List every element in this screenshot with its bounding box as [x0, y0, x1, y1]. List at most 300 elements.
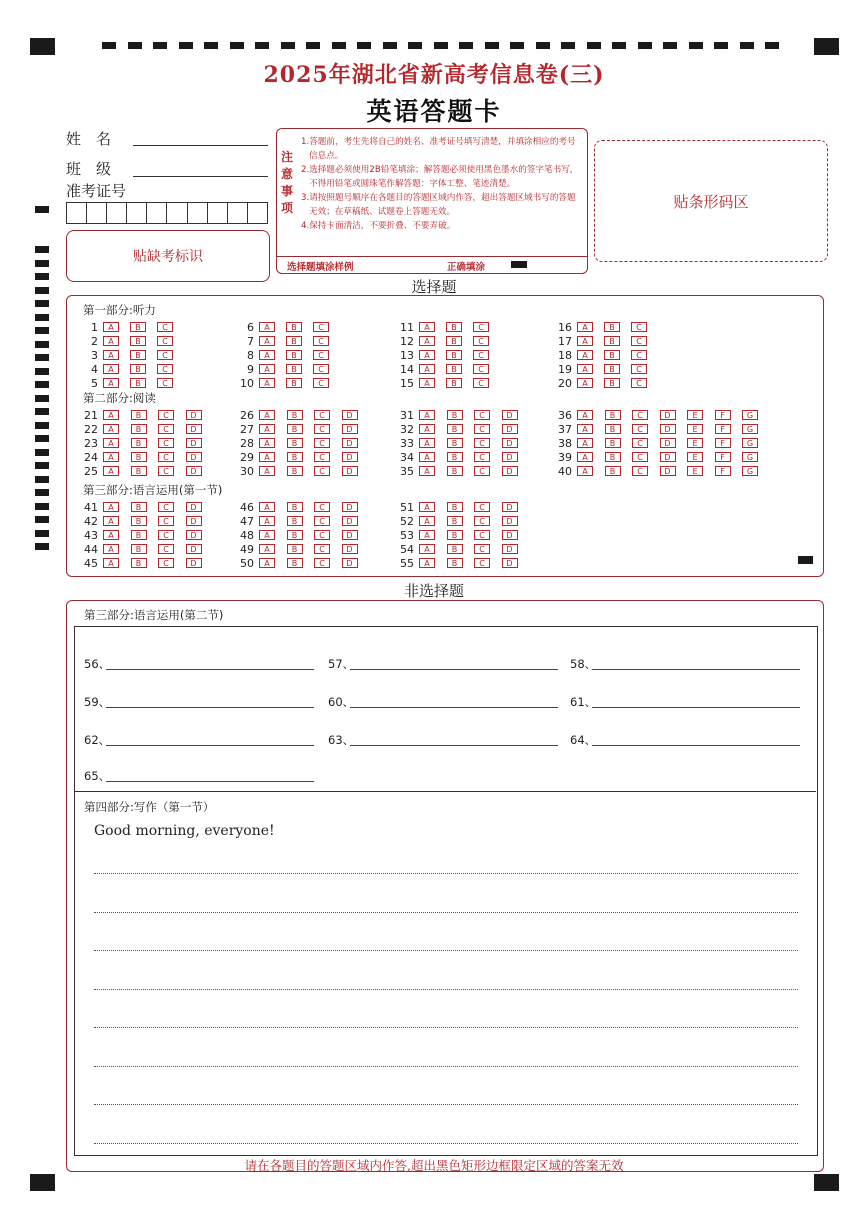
option-bubble-b[interactable]: B: [447, 502, 463, 512]
blank-59[interactable]: [84, 694, 314, 710]
option-bubble-c[interactable]: C: [313, 378, 329, 388]
option-bubble-c[interactable]: C: [632, 438, 648, 448]
option-bubble-b[interactable]: B: [287, 502, 303, 512]
option-bubble-a[interactable]: A: [419, 544, 435, 554]
option-bubble-g[interactable]: G: [742, 452, 758, 462]
option-bubble-c[interactable]: C: [314, 502, 330, 512]
option-bubble-d[interactable]: D: [660, 438, 676, 448]
registration-mark-bottom-left: [30, 1174, 55, 1191]
timing-mark: [35, 435, 49, 442]
option-bubble-c[interactable]: C: [474, 424, 490, 434]
footer-note: 请在各题目的答题区域内作答,超出黑色矩形边框限定区域的答案无效: [244, 1158, 624, 1173]
option-bubble-a[interactable]: A: [577, 378, 593, 388]
blank-line[interactable]: [106, 669, 314, 670]
question-number: 44: [84, 543, 98, 556]
option-bubble-d[interactable]: D: [186, 502, 202, 512]
option-bubble-a[interactable]: A: [103, 516, 119, 526]
option-bubble-d[interactable]: D: [186, 410, 202, 420]
option-bubble-d[interactable]: D: [342, 544, 358, 554]
question-number: 38: [558, 437, 572, 450]
option-bubble-b[interactable]: B: [130, 364, 146, 374]
option-bubble-c[interactable]: C: [473, 350, 489, 360]
option-bubble-a[interactable]: A: [103, 322, 119, 332]
correct-fill-mark: [511, 261, 527, 268]
answer-card-title: 英语答题卡: [366, 97, 502, 126]
option-bubble-c[interactable]: C: [631, 322, 647, 332]
blank-line[interactable]: [106, 707, 314, 708]
option-bubble-a[interactable]: A: [419, 452, 435, 462]
option-bubble-c[interactable]: C: [158, 424, 174, 434]
option-bubble-c[interactable]: C: [314, 424, 330, 434]
option-bubble-a[interactable]: A: [103, 544, 119, 554]
blank-line[interactable]: [350, 669, 558, 670]
timing-mark: [153, 42, 167, 49]
option-bubble-a[interactable]: A: [103, 558, 119, 568]
option-bubble-c[interactable]: C: [632, 410, 648, 420]
option-bubble-b[interactable]: B: [447, 516, 463, 526]
option-bubble-a[interactable]: A: [259, 452, 275, 462]
timing-mark: [35, 449, 49, 456]
option-bubble-a[interactable]: A: [419, 424, 435, 434]
option-bubble-d[interactable]: D: [186, 558, 202, 568]
blank-line[interactable]: [106, 781, 314, 782]
option-bubble-a[interactable]: A: [419, 410, 435, 420]
option-bubble-a[interactable]: A: [103, 410, 119, 420]
option-bubble-c[interactable]: C: [314, 530, 330, 540]
option-bubble-c[interactable]: C: [158, 516, 174, 526]
blank-57[interactable]: [328, 656, 558, 672]
option-bubble-b[interactable]: B: [130, 336, 146, 346]
option-bubble-c[interactable]: C: [314, 544, 330, 554]
option-bubble-d[interactable]: D: [186, 424, 202, 434]
option-bubble-c[interactable]: C: [474, 530, 490, 540]
writing-line[interactable]: [94, 950, 798, 951]
option-bubble-c[interactable]: C: [314, 558, 330, 568]
option-bubble-c[interactable]: C: [158, 438, 174, 448]
option-bubble-b[interactable]: B: [131, 438, 147, 448]
option-bubble-b[interactable]: B: [446, 322, 462, 332]
option-bubble-d[interactable]: D: [342, 558, 358, 568]
option-bubble-c[interactable]: C: [474, 502, 490, 512]
question-number: 45: [84, 557, 98, 570]
option-bubble-b[interactable]: B: [287, 452, 303, 462]
option-bubble-a[interactable]: A: [419, 364, 435, 374]
timing-mark: [230, 42, 244, 49]
option-bubble-a[interactable]: A: [419, 336, 435, 346]
option-bubble-a[interactable]: A: [419, 502, 435, 512]
option-bubble-a[interactable]: A: [577, 438, 593, 448]
option-bubble-c[interactable]: C: [474, 438, 490, 448]
option-bubble-b[interactable]: B: [447, 466, 463, 476]
question-number: 28: [240, 437, 254, 450]
option-bubble-e[interactable]: E: [687, 438, 703, 448]
option-bubble-a[interactable]: A: [419, 530, 435, 540]
option-bubble-d[interactable]: D: [342, 410, 358, 420]
option-bubble-c[interactable]: C: [474, 544, 490, 554]
option-bubble-b[interactable]: B: [447, 530, 463, 540]
class-field[interactable]: [133, 176, 268, 177]
option-bubble-a[interactable]: A: [577, 424, 593, 434]
option-bubble-a[interactable]: A: [577, 364, 593, 374]
writing-line[interactable]: [94, 1027, 798, 1028]
option-bubble-a[interactable]: A: [259, 502, 275, 512]
option-bubble-c[interactable]: C: [314, 452, 330, 462]
option-bubble-b[interactable]: B: [447, 558, 463, 568]
option-bubble-a[interactable]: A: [103, 336, 119, 346]
option-bubble-g[interactable]: G: [742, 438, 758, 448]
timing-mark: [561, 42, 575, 49]
mc-corner-mark: [798, 556, 813, 564]
option-bubble-c[interactable]: C: [314, 516, 330, 526]
fill-sample-label: 选择题填涂样例: [287, 262, 354, 273]
blank-line[interactable]: [350, 745, 558, 746]
option-bubble-f[interactable]: F: [715, 466, 731, 476]
option-bubble-d[interactable]: D: [660, 410, 676, 420]
writing-line[interactable]: [94, 1143, 798, 1144]
option-bubble-b[interactable]: B: [287, 530, 303, 540]
option-bubble-b[interactable]: B: [130, 322, 146, 332]
option-bubble-c[interactable]: C: [473, 378, 489, 388]
option-bubble-a[interactable]: A: [259, 544, 275, 554]
option-bubble-c[interactable]: C: [632, 466, 648, 476]
mc-section-box: [66, 295, 824, 577]
option-bubble-b[interactable]: B: [131, 452, 147, 462]
option-bubble-f[interactable]: F: [715, 438, 731, 448]
option-bubble-c[interactable]: C: [158, 452, 174, 462]
option-bubble-e[interactable]: E: [687, 466, 703, 476]
name-field[interactable]: [133, 145, 268, 146]
option-bubble-b[interactable]: B: [131, 466, 147, 476]
option-bubble-b[interactable]: B: [287, 438, 303, 448]
option-bubble-d[interactable]: D: [186, 452, 202, 462]
blank-line[interactable]: [592, 707, 800, 708]
question-number: 55: [400, 557, 414, 570]
blank-line[interactable]: [592, 745, 800, 746]
question-number: 47: [240, 515, 254, 528]
option-bubble-d[interactable]: D: [660, 466, 676, 476]
option-bubble-d[interactable]: D: [342, 516, 358, 526]
blank-65[interactable]: [84, 768, 314, 784]
option-bubble-a[interactable]: A: [419, 466, 435, 476]
option-bubble-c[interactable]: C: [158, 530, 174, 540]
option-bubble-c[interactable]: C: [157, 336, 173, 346]
option-bubble-b[interactable]: B: [286, 364, 302, 374]
option-bubble-a[interactable]: A: [419, 558, 435, 568]
option-bubble-c[interactable]: C: [632, 452, 648, 462]
option-bubble-a[interactable]: A: [419, 438, 435, 448]
option-bubble-c[interactable]: C: [631, 364, 647, 374]
option-bubble-a[interactable]: A: [103, 378, 119, 388]
option-bubble-d[interactable]: D: [342, 502, 358, 512]
option-bubble-b[interactable]: B: [604, 364, 620, 374]
option-bubble-b[interactable]: B: [131, 530, 147, 540]
option-bubble-d[interactable]: D: [186, 544, 202, 554]
option-bubble-a[interactable]: A: [419, 516, 435, 526]
option-bubble-a[interactable]: A: [103, 452, 119, 462]
timing-mark: [35, 462, 49, 469]
option-bubble-a[interactable]: A: [577, 452, 593, 462]
option-bubble-c[interactable]: C: [158, 466, 174, 476]
option-bubble-a[interactable]: A: [419, 378, 435, 388]
option-bubble-b[interactable]: B: [131, 544, 147, 554]
option-bubble-d[interactable]: D: [342, 452, 358, 462]
option-bubble-b[interactable]: B: [287, 466, 303, 476]
option-bubble-d[interactable]: D: [342, 424, 358, 434]
option-bubble-b[interactable]: B: [604, 336, 620, 346]
question-number: 13: [400, 349, 414, 362]
writing-line[interactable]: [94, 989, 798, 990]
option-bubble-b[interactable]: B: [131, 502, 147, 512]
option-bubble-b[interactable]: B: [287, 424, 303, 434]
option-bubble-b[interactable]: B: [287, 558, 303, 568]
option-bubble-b[interactable]: B: [131, 516, 147, 526]
option-bubble-d[interactable]: D: [660, 452, 676, 462]
question-number: 6: [247, 321, 254, 334]
blank-label: 63、: [328, 733, 355, 747]
question-number: 51: [400, 501, 414, 514]
option-bubble-b[interactable]: B: [286, 336, 302, 346]
option-bubble-d[interactable]: D: [502, 410, 518, 420]
option-bubble-b[interactable]: B: [446, 364, 462, 374]
option-bubble-a[interactable]: A: [103, 364, 119, 374]
question-number: 30: [240, 465, 254, 478]
timing-mark: [765, 42, 779, 49]
option-bubble-d[interactable]: D: [502, 558, 518, 568]
blank-label: 58、: [570, 657, 597, 671]
option-bubble-c[interactable]: C: [474, 558, 490, 568]
nc-part3-title: 第三部分:语言运用(第二节): [84, 608, 224, 622]
blank-60[interactable]: [328, 694, 558, 710]
writing-line[interactable]: [94, 1104, 798, 1105]
option-bubble-c[interactable]: C: [631, 350, 647, 360]
option-bubble-a[interactable]: A: [259, 336, 275, 346]
question-number: 16: [558, 321, 572, 334]
option-bubble-a[interactable]: A: [103, 438, 119, 448]
option-bubble-c[interactable]: C: [158, 410, 174, 420]
option-bubble-a[interactable]: A: [259, 322, 275, 332]
option-bubble-c[interactable]: C: [473, 322, 489, 332]
blank-64[interactable]: [570, 732, 800, 748]
part3-title: 第三部分:语言运用(第一节): [83, 483, 223, 497]
option-bubble-a[interactable]: A: [577, 336, 593, 346]
timing-mark: [35, 476, 49, 483]
option-bubble-d[interactable]: D: [502, 424, 518, 434]
option-bubble-b[interactable]: B: [446, 350, 462, 360]
blank-label: 59、: [84, 695, 111, 709]
question-number: 53: [400, 529, 414, 542]
blank-56[interactable]: [84, 656, 314, 672]
option-bubble-c[interactable]: C: [157, 364, 173, 374]
option-bubble-d[interactable]: D: [342, 466, 358, 476]
option-bubble-a[interactable]: A: [259, 516, 275, 526]
name-label: 姓 名: [66, 130, 112, 148]
option-bubble-c[interactable]: C: [158, 502, 174, 512]
option-bubble-b[interactable]: B: [447, 544, 463, 554]
option-bubble-a[interactable]: A: [259, 466, 275, 476]
option-bubble-b[interactable]: B: [447, 410, 463, 420]
option-bubble-b[interactable]: B: [446, 336, 462, 346]
option-bubble-d[interactable]: D: [502, 438, 518, 448]
option-bubble-a[interactable]: A: [577, 350, 593, 360]
option-bubble-a[interactable]: A: [103, 466, 119, 476]
option-bubble-c[interactable]: C: [631, 336, 647, 346]
option-bubble-b[interactable]: B: [131, 424, 147, 434]
option-bubble-c[interactable]: C: [313, 364, 329, 374]
class-label: 班 级: [66, 160, 112, 178]
option-bubble-f[interactable]: F: [715, 452, 731, 462]
option-bubble-c[interactable]: C: [313, 336, 329, 346]
option-bubble-c[interactable]: C: [157, 350, 173, 360]
option-bubble-d[interactable]: D: [186, 438, 202, 448]
part2-title: 第二部分:阅读: [83, 391, 156, 405]
option-bubble-d[interactable]: D: [660, 424, 676, 434]
option-bubble-a[interactable]: A: [259, 438, 275, 448]
option-bubble-c[interactable]: C: [631, 378, 647, 388]
option-bubble-b[interactable]: B: [605, 438, 621, 448]
option-bubble-a[interactable]: A: [259, 558, 275, 568]
option-bubble-d[interactable]: D: [502, 502, 518, 512]
option-bubble-c[interactable]: C: [314, 466, 330, 476]
option-bubble-b[interactable]: B: [130, 350, 146, 360]
option-bubble-c[interactable]: C: [313, 322, 329, 332]
timing-mark: [35, 543, 49, 550]
blank-line[interactable]: [350, 707, 558, 708]
option-bubble-c[interactable]: C: [158, 544, 174, 554]
registration-mark-top-left: [30, 38, 55, 55]
writing-line[interactable]: [94, 912, 798, 913]
option-bubble-d[interactable]: D: [502, 530, 518, 540]
option-bubble-b[interactable]: B: [131, 558, 147, 568]
timing-mark: [689, 42, 703, 49]
option-bubble-d[interactable]: D: [502, 544, 518, 554]
question-number: 35: [400, 465, 414, 478]
question-number: 12: [400, 335, 414, 348]
option-bubble-d[interactable]: D: [342, 438, 358, 448]
option-bubble-b[interactable]: B: [446, 378, 462, 388]
blank-63[interactable]: [328, 732, 558, 748]
option-bubble-c[interactable]: C: [473, 364, 489, 374]
option-bubble-b[interactable]: B: [286, 322, 302, 332]
option-bubble-b[interactable]: B: [286, 378, 302, 388]
notice-side-label: 注意事项: [281, 150, 294, 215]
option-bubble-c[interactable]: C: [314, 438, 330, 448]
option-bubble-a[interactable]: A: [259, 364, 275, 374]
option-bubble-c[interactable]: C: [314, 410, 330, 420]
option-bubble-d[interactable]: D: [342, 530, 358, 540]
option-bubble-a[interactable]: A: [577, 322, 593, 332]
option-bubble-d[interactable]: D: [502, 452, 518, 462]
option-bubble-e[interactable]: E: [687, 424, 703, 434]
blank-label: 56、: [84, 657, 111, 671]
option-bubble-a[interactable]: A: [103, 350, 119, 360]
timing-mark: [179, 42, 193, 49]
option-bubble-a[interactable]: A: [577, 466, 593, 476]
option-bubble-b[interactable]: B: [287, 516, 303, 526]
option-bubble-b[interactable]: B: [605, 452, 621, 462]
blank-61[interactable]: [570, 694, 800, 710]
option-bubble-b[interactable]: B: [286, 350, 302, 360]
option-bubble-g[interactable]: G: [742, 466, 758, 476]
option-bubble-a[interactable]: A: [419, 350, 435, 360]
option-bubble-b[interactable]: B: [447, 424, 463, 434]
option-bubble-c[interactable]: C: [632, 424, 648, 434]
blank-line[interactable]: [592, 669, 800, 670]
writing-line[interactable]: [94, 873, 798, 874]
option-bubble-f[interactable]: F: [715, 424, 731, 434]
option-bubble-f[interactable]: F: [715, 410, 731, 420]
option-bubble-b[interactable]: B: [131, 410, 147, 420]
option-bubble-b[interactable]: B: [130, 378, 146, 388]
option-bubble-a[interactable]: A: [103, 502, 119, 512]
option-bubble-b[interactable]: B: [604, 378, 620, 388]
option-bubble-b[interactable]: B: [605, 410, 621, 420]
blank-62[interactable]: [84, 732, 314, 748]
option-bubble-c[interactable]: C: [157, 322, 173, 332]
option-bubble-c[interactable]: C: [474, 516, 490, 526]
option-bubble-c[interactable]: C: [474, 410, 490, 420]
option-bubble-b[interactable]: B: [604, 350, 620, 360]
blank-label: 64、: [570, 733, 597, 747]
option-bubble-d[interactable]: D: [186, 466, 202, 476]
option-bubble-d[interactable]: D: [502, 516, 518, 526]
option-bubble-c[interactable]: C: [313, 350, 329, 360]
question-number: 46: [240, 501, 254, 514]
option-bubble-a[interactable]: A: [103, 424, 119, 434]
option-bubble-b[interactable]: B: [605, 424, 621, 434]
question-number: 41: [84, 501, 98, 514]
option-bubble-e[interactable]: E: [687, 452, 703, 462]
option-bubble-g[interactable]: G: [742, 424, 758, 434]
question-number: 36: [558, 409, 572, 422]
option-bubble-c[interactable]: C: [474, 466, 490, 476]
option-bubble-c[interactable]: C: [473, 336, 489, 346]
timing-mark: [536, 42, 550, 49]
option-bubble-a[interactable]: A: [577, 410, 593, 420]
option-bubble-d[interactable]: D: [502, 466, 518, 476]
exam-id-grid[interactable]: [66, 202, 268, 224]
option-bubble-a[interactable]: A: [259, 424, 275, 434]
notice-text: [301, 135, 583, 233]
option-bubble-a[interactable]: A: [259, 350, 275, 360]
option-bubble-a[interactable]: A: [259, 410, 275, 420]
option-bubble-a[interactable]: A: [103, 530, 119, 540]
option-bubble-d[interactable]: D: [186, 516, 202, 526]
option-bubble-a[interactable]: A: [259, 378, 275, 388]
option-bubble-c[interactable]: C: [158, 558, 174, 568]
timing-mark: [35, 381, 49, 388]
nc-section-title: 非选择题: [403, 582, 464, 600]
option-bubble-b[interactable]: B: [605, 466, 621, 476]
notice-item: 2.选择题必须使用2B铅笔填涂；解答题必须使用黑色墨水的签字笔书写，不得用铅笔或圆珠笔作解答题：字体工整、笔迹清楚。: [301, 165, 579, 189]
option-bubble-b[interactable]: B: [604, 322, 620, 332]
option-bubble-b[interactable]: B: [447, 452, 463, 462]
option-bubble-b[interactable]: B: [447, 438, 463, 448]
option-bubble-d[interactable]: D: [186, 530, 202, 540]
writing-line[interactable]: [94, 1066, 798, 1067]
timing-mark: [35, 516, 49, 523]
option-bubble-b[interactable]: B: [287, 544, 303, 554]
option-bubble-b[interactable]: B: [287, 410, 303, 420]
question-number: 31: [400, 409, 414, 422]
option-bubble-c[interactable]: C: [474, 452, 490, 462]
option-bubble-g[interactable]: G: [742, 410, 758, 420]
option-bubble-a[interactable]: A: [419, 322, 435, 332]
blank-line[interactable]: [106, 745, 314, 746]
option-bubble-c[interactable]: C: [157, 378, 173, 388]
blank-58[interactable]: [570, 656, 800, 672]
option-bubble-a[interactable]: A: [259, 530, 275, 540]
option-bubble-e[interactable]: E: [687, 410, 703, 420]
